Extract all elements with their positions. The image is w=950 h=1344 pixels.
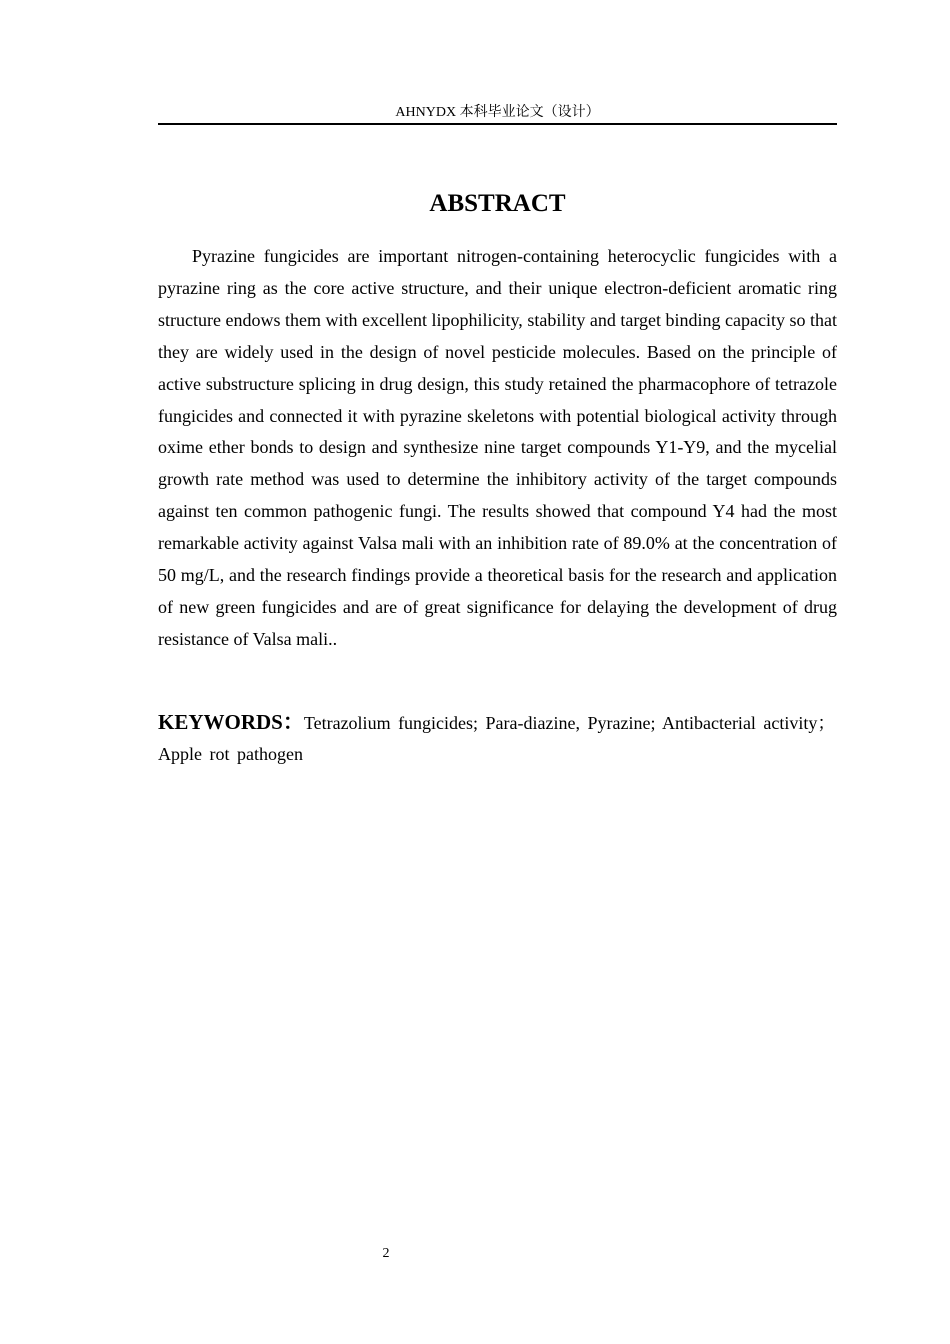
- running-header: AHNYDX 本科毕业论文（设计）: [395, 105, 600, 120]
- keywords-label: KEYWORDS：: [158, 710, 304, 734]
- keywords-text: Tetrazolium fungicides; Para-diazine, Pyrazine; Antibacterial activity；Apple rot pathogen: [158, 713, 836, 764]
- header-rule: [158, 123, 837, 125]
- abstract-body: Pyrazine fungicides are important nitrogen-containing heterocyclic fungicides with a pyrazine ring as the core active structure, and their unique electron-deficient aromatic ring structure endows them with excellent lipophilicity, stability and target binding capacity so that they are widely used in the design of novel pesticide molecules. Based on the principle of active substructure splicing in drug design, this study retained the pharmacophore of tetrazole fungicides and connected it with pyrazine skeletons with potential biological activity through oxime ether bonds to design and synthesize nine target compounds Y1-Y9, and the mycelial growth rate method was used to determine the inhibitory activity of the target compounds against ten common pathogenic fungi. The results showed that compound Y4 had the most remarkable activity against Valsa mali with an inhibition rate of 89.0% at the concentration of 50 mg/L, and the research findings provide a theoretical basis for the research and application of new green fungicides and are of great significance for delaying the development of drug resistance of Valsa mali..: [158, 246, 837, 649]
- abstract-title: ABSTRACT: [429, 190, 566, 217]
- page-number: 2: [382, 1246, 390, 1261]
- keywords-paragraph: [158, 707, 837, 770]
